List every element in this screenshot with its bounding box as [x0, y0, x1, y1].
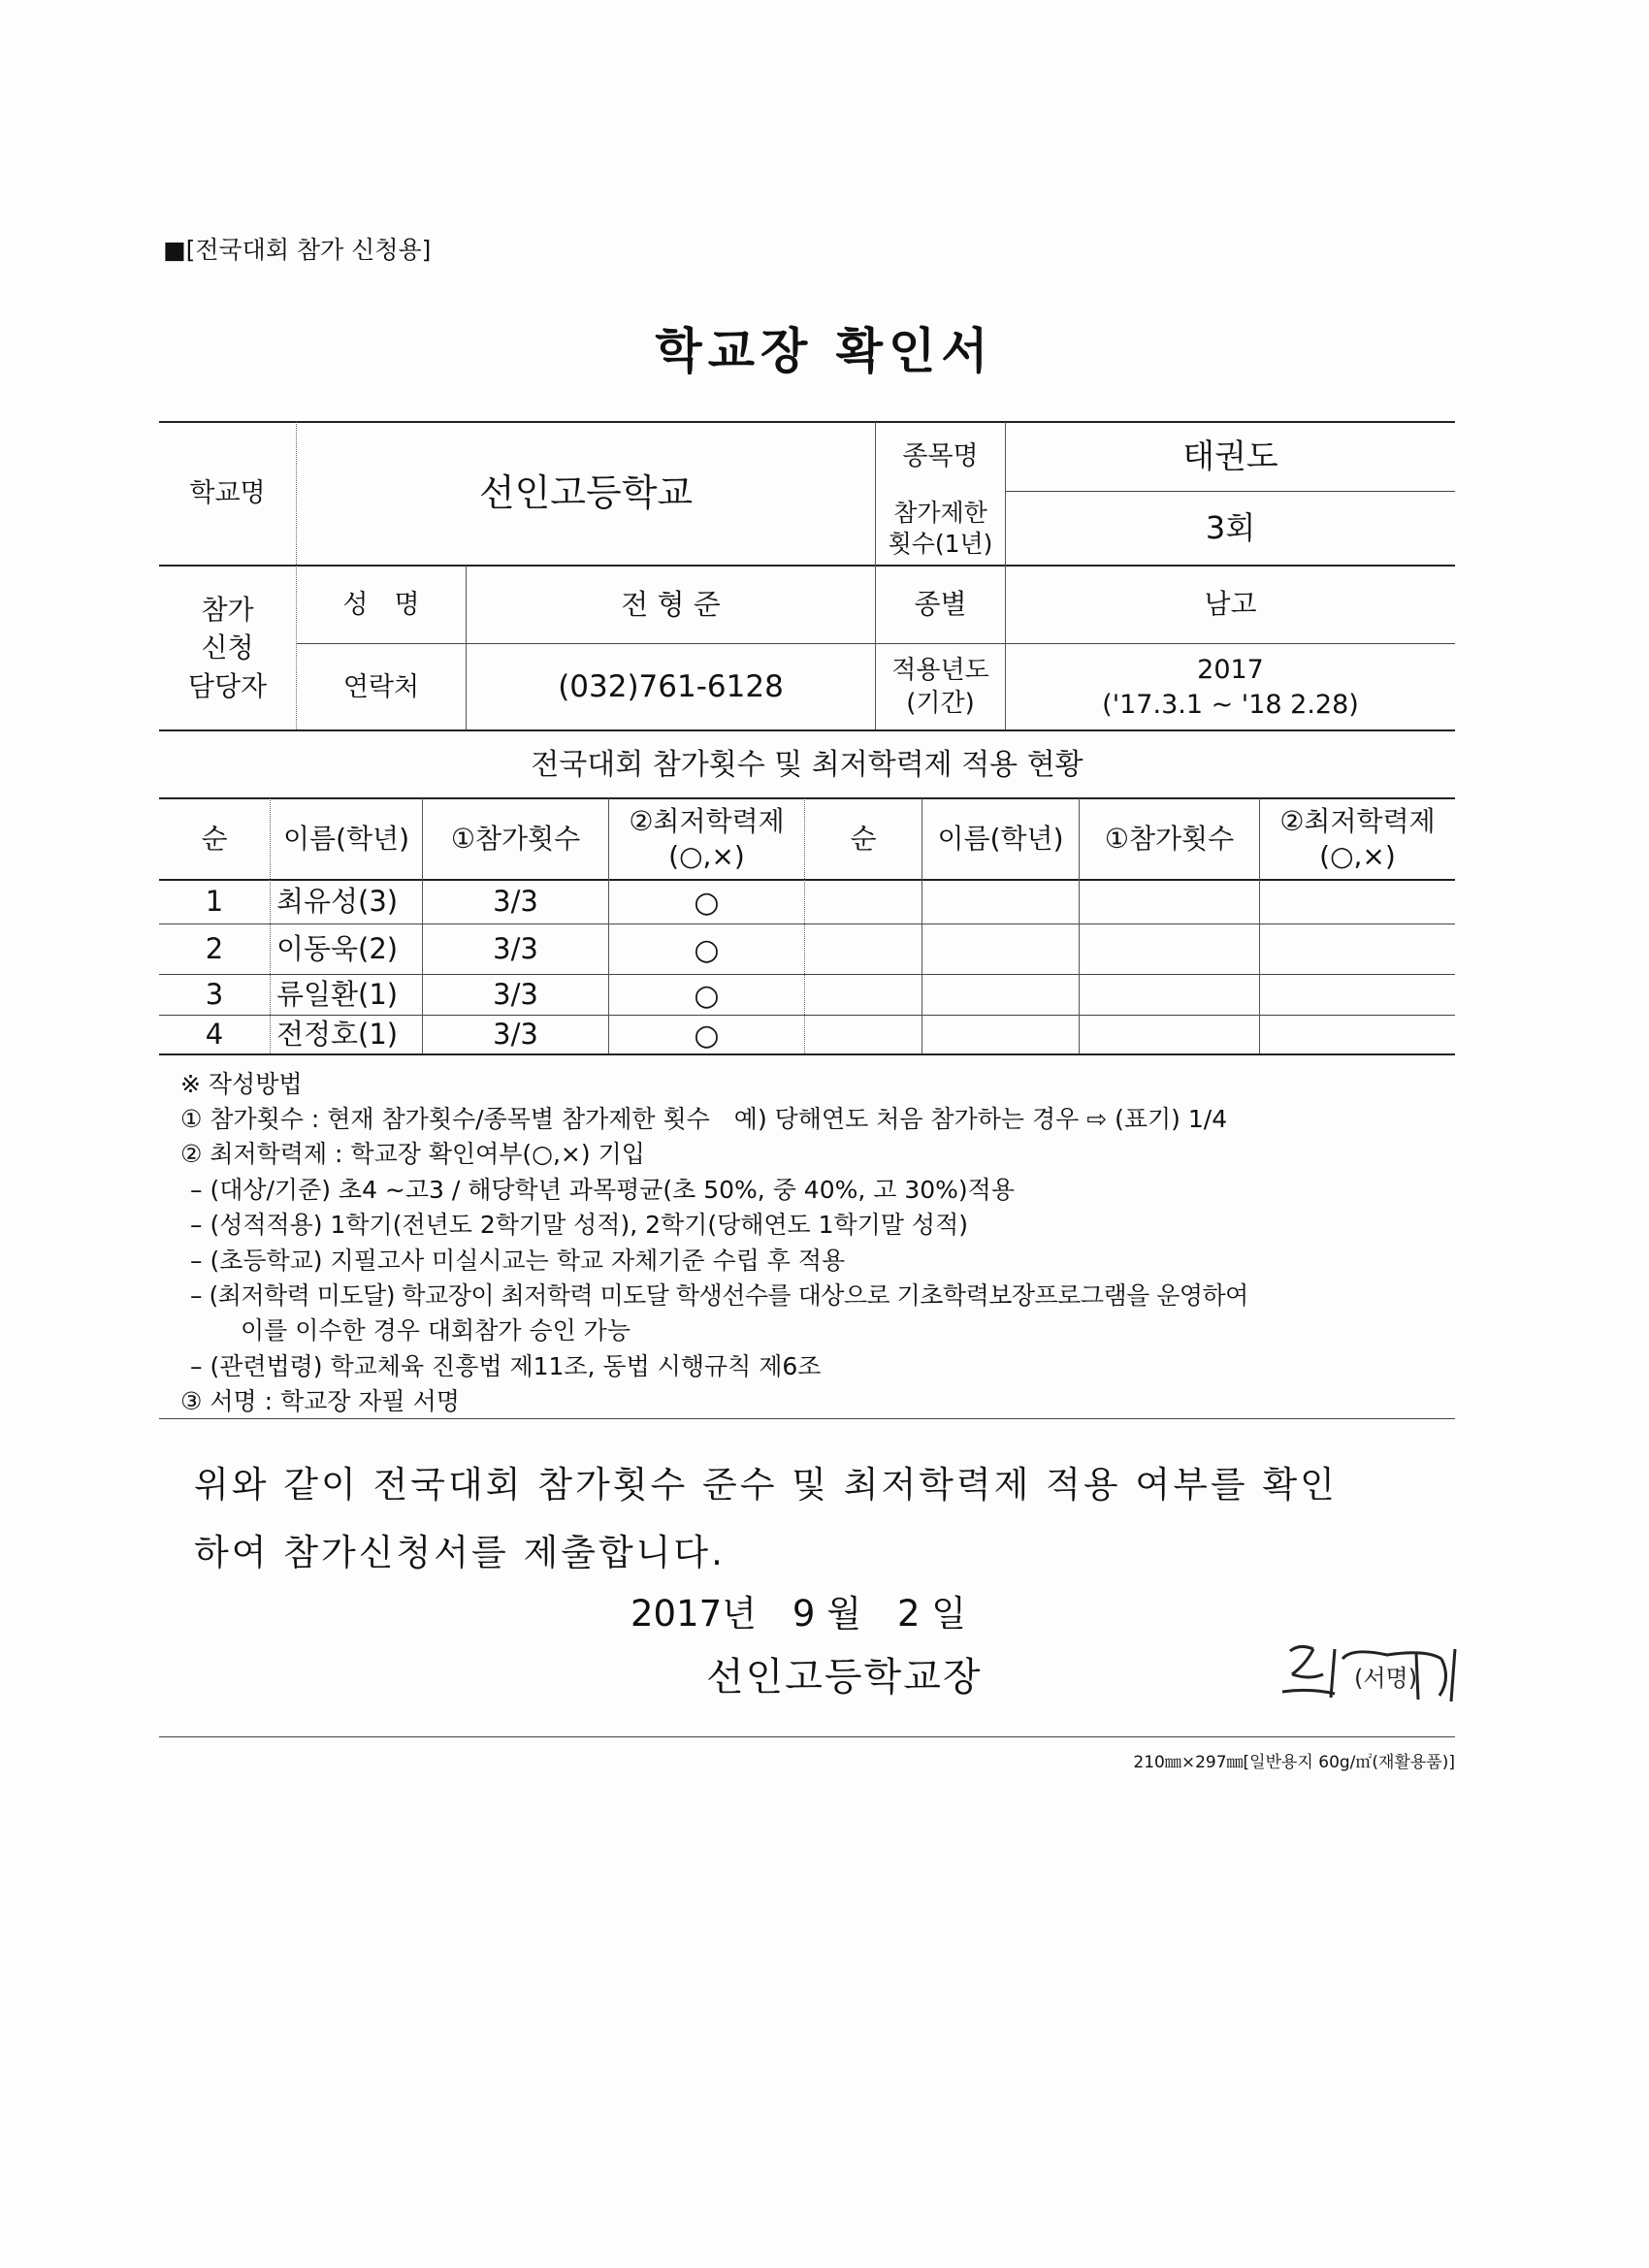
- school-name: 선인고등학교: [478, 471, 694, 515]
- row-pass: ○: [694, 1018, 720, 1053]
- limit-value: 3회: [1205, 509, 1256, 547]
- paper-spec: 210㎜×297㎜[일반용지 60g/㎡(재활용품)]: [1133, 1753, 1455, 1772]
- row-no: 2: [205, 932, 224, 966]
- instruction-item: – (초등학교) 지필고사 미실시교는 학교 자체기준 수립 후 적용: [190, 1247, 846, 1275]
- manager-name: 전 형 준: [621, 587, 721, 621]
- manager-label: 참가 신청 담당자: [187, 594, 268, 702]
- instructions-heading: ※ 작성방법: [180, 1070, 303, 1098]
- row-count: 3/3: [493, 932, 538, 966]
- form-category-tag: ■[전국대회 참가 신청용]: [163, 236, 432, 264]
- row-name: 류일환(1): [276, 978, 399, 1012]
- row-name: 최유성(3): [276, 885, 399, 919]
- header-name-2: 이름(학년): [937, 822, 1064, 855]
- contact-value: (032)761-6128: [558, 669, 784, 705]
- row-pass: ○: [694, 932, 720, 967]
- category-label: 종별: [914, 588, 967, 621]
- instruction-item: – (관련법령) 학교체육 진흥법 제11조, 동법 시행규칙 제6조: [190, 1352, 822, 1380]
- signer: 선인고등학교장: [706, 1655, 983, 1700]
- row-count: 3/3: [493, 1018, 538, 1052]
- row-no: 1: [205, 885, 224, 919]
- instruction-item: – (대상/기준) 초4 ~고3 / 해당학년 과목평균(초 50%, 중 40%, 고 30%)적용: [190, 1176, 1015, 1204]
- row-no: 3: [205, 978, 224, 1012]
- header-no: 순: [201, 822, 228, 855]
- header-no-2: 순: [850, 822, 877, 855]
- header-count-2: ①참가횟수: [1104, 822, 1235, 855]
- row-name: 전정호(1): [276, 1018, 399, 1052]
- instruction-item: – (최저학력 미도달) 학교장이 최저학력 미도달 학생선수를 대상으로 기초학력보장프로그램을 운영하여: [190, 1281, 1248, 1310]
- row-count: 3/3: [493, 978, 538, 1012]
- row-name: 이동욱(2): [276, 932, 399, 966]
- category-value: 남고: [1204, 588, 1257, 621]
- row-pass: ○: [694, 978, 720, 1013]
- svg-text:(서명): (서명): [1354, 1665, 1418, 1692]
- name-label: 성 명: [342, 589, 420, 620]
- contact-label: 연락처: [342, 671, 420, 702]
- header-min-academic-2: ②최저학력제 (○,×): [1279, 804, 1436, 872]
- year-value: 2017 ('17.3.1 ~ '18 2.28): [1102, 655, 1359, 720]
- header-min-academic: ②최저학력제 (○,×): [629, 804, 785, 872]
- row-count: 3/3: [493, 885, 538, 919]
- header-count: ①참가횟수: [450, 822, 581, 855]
- date: 2017년 9 월 2 일: [630, 1593, 966, 1635]
- year-label: 적용년도 (기간): [891, 655, 989, 718]
- event-label: 종목명: [902, 441, 979, 472]
- statement-line-1: 위와 같이 전국대회 참가횟수 준수 및 최저학력제 적용 여부를 확인: [194, 1464, 1338, 1506]
- statement-line-2: 하여 참가신청서를 제출합니다.: [194, 1532, 726, 1573]
- instruction-item: ② 최저학력제 : 학교장 확인여부(○,×) 기입: [180, 1140, 645, 1168]
- instruction-item: ③ 서명 : 학교장 자필 서명: [180, 1387, 460, 1415]
- instruction-item: ① 참가횟수 : 현재 참가횟수/종목별 참가제한 횟수 예) 당해연도 처음 참가하는 경우 ⇨ (표기) 1/4: [180, 1105, 1228, 1133]
- row-pass: ○: [694, 885, 720, 920]
- header-name: 이름(학년): [282, 822, 410, 855]
- page-title: 학교장 확인서: [655, 323, 994, 379]
- limit-label: 참가제한 횟수(1년): [888, 498, 993, 558]
- instruction-item: 이를 이수한 경우 대회참가 승인 가능: [241, 1316, 630, 1345]
- signature: [1271, 1630, 1465, 1709]
- row-no: 4: [205, 1018, 224, 1052]
- instruction-item: – (성적적용) 1학기(전년도 2학기말 성적), 2학기(당해연도 1학기말 성적): [190, 1211, 968, 1239]
- status-title: 전국대회 참가횟수 및 최저학력제 적용 현황: [531, 747, 1083, 782]
- school-label: 학교명: [189, 478, 266, 509]
- event-value: 태권도: [1182, 437, 1278, 476]
